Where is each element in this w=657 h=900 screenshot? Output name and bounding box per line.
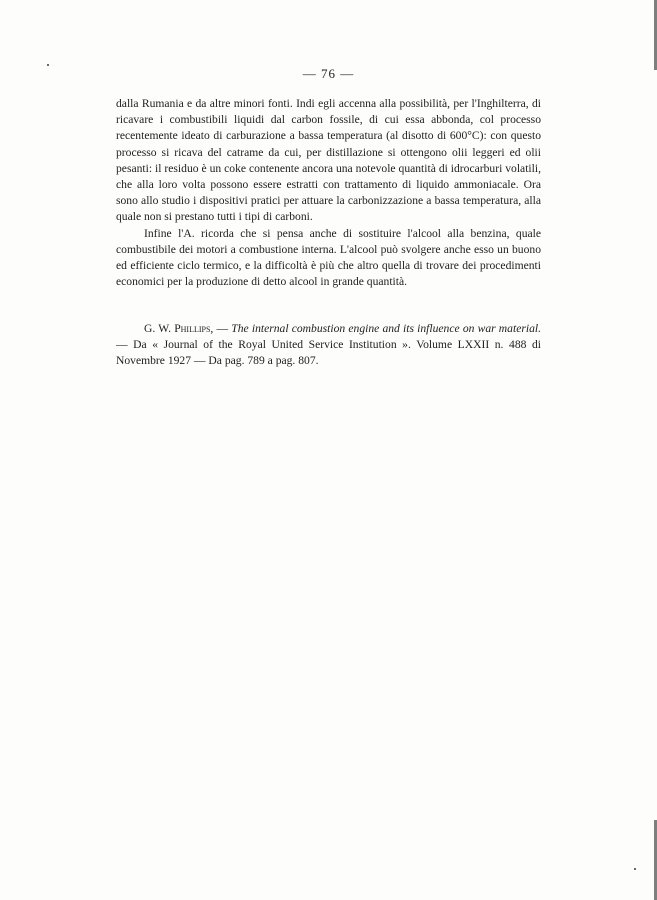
reference-author: G. W. Phillips, bbox=[144, 322, 214, 335]
paragraph-alcool: Infine l'A. ricorda che si pensa anche di sostituire l'alcool alla benzina, quale combustibile dei motori a combustione interna. L'alcool può svolgere anche esso un buono ed efficiente ciclo termico, e la difficoltà è più che altro quella di trovare dei procedimenti economici per la produzione di detto alcool in grande quantità. bbox=[116, 226, 541, 289]
reference-title: The internal combustion engine and its influence on war material. bbox=[231, 322, 541, 335]
bibliographic-reference bbox=[116, 321, 541, 370]
paragraph-continuation: dalla Rumania e da altre minori fonti. Indi egli accenna alla possibilità, per l'Inghilterra, di ricavare i combustibili liquidi dal carbon fossile, di cui essa abbonda, col processo recentemente ideato di carburazione a bassa temperatura (al disotto di 600°C): con questo processo si ricava del catrame da cui, per distillazione si ottengono olii leggeri ed olii pesanti: il residuo è un coke contenente ancora una notevole quantità di idrocarburi volatili, che alla loro volta possono essere estratti con trattamento di liquido ammoniacale. Ora sono allo studio i dispositivi pratici per attuare la carbonizzazione a bassa temperatura, alla quale non si prestano tutti i tipi di carboni. bbox=[116, 97, 541, 224]
page-number: — 76 — bbox=[302, 66, 355, 81]
body-text bbox=[116, 96, 541, 290]
reference-source: — Da « Journal of the Royal United Service Institution ». Volume LXXII n. 488 di Novembre 1927 — Da pag. 789 a pag. 807. bbox=[116, 338, 541, 368]
reference-dash: — bbox=[213, 322, 232, 335]
paper-speck bbox=[47, 64, 49, 66]
paper-speck bbox=[634, 868, 636, 870]
